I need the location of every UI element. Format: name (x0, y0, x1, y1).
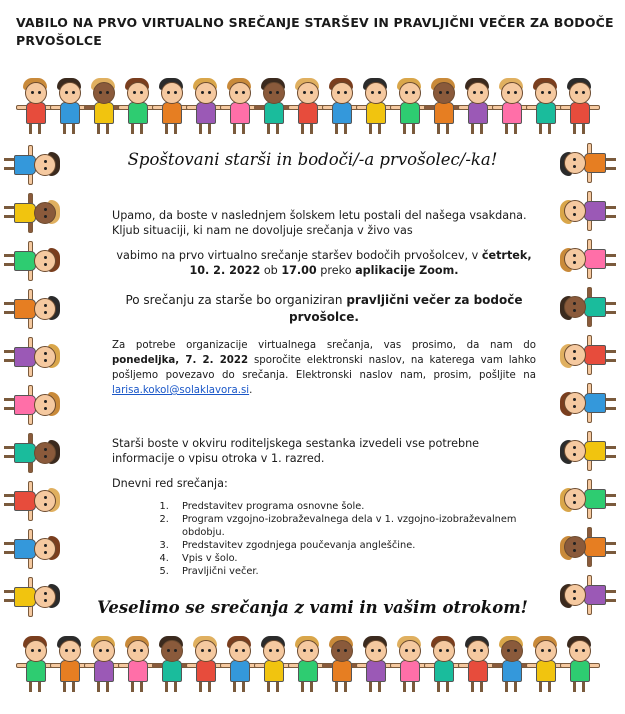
agenda-item: 5. Pravljični večer. (172, 565, 532, 578)
invitation-text-preko: preko (320, 264, 352, 277)
child-illustration (560, 387, 618, 421)
child-illustration (560, 531, 618, 565)
kids-border-top (18, 78, 596, 136)
child-illustration (560, 483, 618, 517)
storytelling-text: Po srečanju za starše bo organiziran (125, 293, 343, 307)
agenda-item: 4. Vpis v šolo. (172, 552, 532, 565)
storytelling-paragraph (112, 292, 536, 326)
child-illustration (154, 78, 188, 136)
email-deadline: ponedeljka, 7. 2. 2022 (112, 355, 249, 366)
child-illustration (52, 636, 86, 694)
email-request-paragraph (112, 338, 536, 398)
child-illustration (2, 531, 60, 565)
child-illustration (222, 636, 256, 694)
child-illustration (460, 636, 494, 694)
meeting-time: 17.00 (281, 264, 317, 277)
child-illustration (2, 291, 60, 325)
child-illustration (290, 636, 324, 694)
child-illustration (256, 636, 290, 694)
child-illustration (324, 636, 358, 694)
greeting-heading: Spoštovani starši in bodoči/-a prvošolec/-ka! (127, 150, 498, 169)
agenda-list (158, 500, 532, 578)
child-illustration (528, 636, 562, 694)
kids-border-left (14, 140, 48, 620)
child-illustration (2, 243, 60, 277)
child-illustration (2, 339, 60, 373)
child-illustration (392, 78, 426, 136)
child-illustration (86, 636, 120, 694)
email-request-text: Za potrebe organizacije virtualnega srečanja, vas prosimo, da nam do (112, 340, 536, 351)
child-illustration (494, 636, 528, 694)
child-illustration (188, 636, 222, 694)
child-illustration (188, 78, 222, 136)
child-illustration (562, 636, 596, 694)
child-illustration (86, 78, 120, 136)
child-illustration (494, 78, 528, 136)
child-illustration (560, 243, 618, 277)
agenda-item: 1. Predstavitev programa osnovne šole. (172, 500, 532, 513)
child-illustration (120, 78, 154, 136)
child-illustration (528, 78, 562, 136)
child-illustration (560, 339, 618, 373)
child-illustration (562, 78, 596, 136)
child-illustration (560, 435, 618, 469)
child-illustration (290, 78, 324, 136)
meeting-app: aplikacije Zoom. (355, 264, 459, 277)
invitation-paragraph (112, 248, 536, 278)
child-illustration (18, 636, 52, 694)
child-illustration (2, 483, 60, 517)
invitation-text: vabimo na prvo virtualno srečanje staršev bodočih prvošolcev, v (116, 249, 479, 262)
child-illustration (392, 636, 426, 694)
kids-border-right (572, 140, 606, 620)
meeting-date: četrtek, 10. 2. 2022 (189, 249, 532, 277)
child-illustration (358, 78, 392, 136)
child-illustration (426, 636, 460, 694)
storytelling-event: pravljični večer za bodoče prvošolce. (289, 293, 523, 324)
child-illustration (2, 387, 60, 421)
email-request-text-2: sporočite elektronski naslov, na katerega vam lahko pošljemo povezavo do srečanja. Elektronski naslov nam, prosim, pošljite na (112, 355, 536, 381)
child-illustration (256, 78, 290, 136)
closing-heading: Veselimo se srečanja z vami in vašim otrokom! (97, 598, 528, 617)
contact-email-link[interactable]: larisa.kokol@solaklavora.si (112, 385, 250, 396)
child-illustration (560, 195, 618, 229)
document-title: VABILO NA PRVO VIRTUALNO SREČANJE STARŠEV IN PRAVLJIČNI VEČER ZA BODOČE PRVOŠOLCE (16, 15, 614, 48)
child-illustration (154, 636, 188, 694)
agenda-heading: Dnevni red srečanja: (112, 477, 228, 490)
child-illustration (2, 435, 60, 469)
child-illustration (52, 78, 86, 136)
child-illustration (460, 78, 494, 136)
child-illustration (222, 78, 256, 136)
child-illustration (18, 78, 52, 136)
intro-paragraph: Upamo, da boste v naslednjem šolskem letu postali del našega vsakdana. Kljub situaciji, ki nam ne dovoljuje srečanja v živo vas (112, 209, 527, 237)
child-illustration (324, 78, 358, 136)
child-illustration (560, 291, 618, 325)
agenda-item: 3. Predstavitev zgodnjega poučevanja angleščine. (172, 539, 532, 552)
child-illustration (426, 78, 460, 136)
email-period: . (249, 385, 253, 396)
invitation-text-ob: ob (263, 264, 278, 277)
kids-border-bottom (18, 636, 596, 694)
agenda-item: 2. Program vzgojno-izobraževalnega dela v 1. vzgojno-izobraževalnem obdobju. (172, 513, 532, 539)
child-illustration (358, 636, 392, 694)
child-illustration (2, 195, 60, 229)
child-illustration (120, 636, 154, 694)
enrollment-paragraph: Starši boste v okviru roditeljskega sestanka izvedeli vse potrebne informacije o vpisu otroka v 1. razred. (112, 437, 480, 465)
